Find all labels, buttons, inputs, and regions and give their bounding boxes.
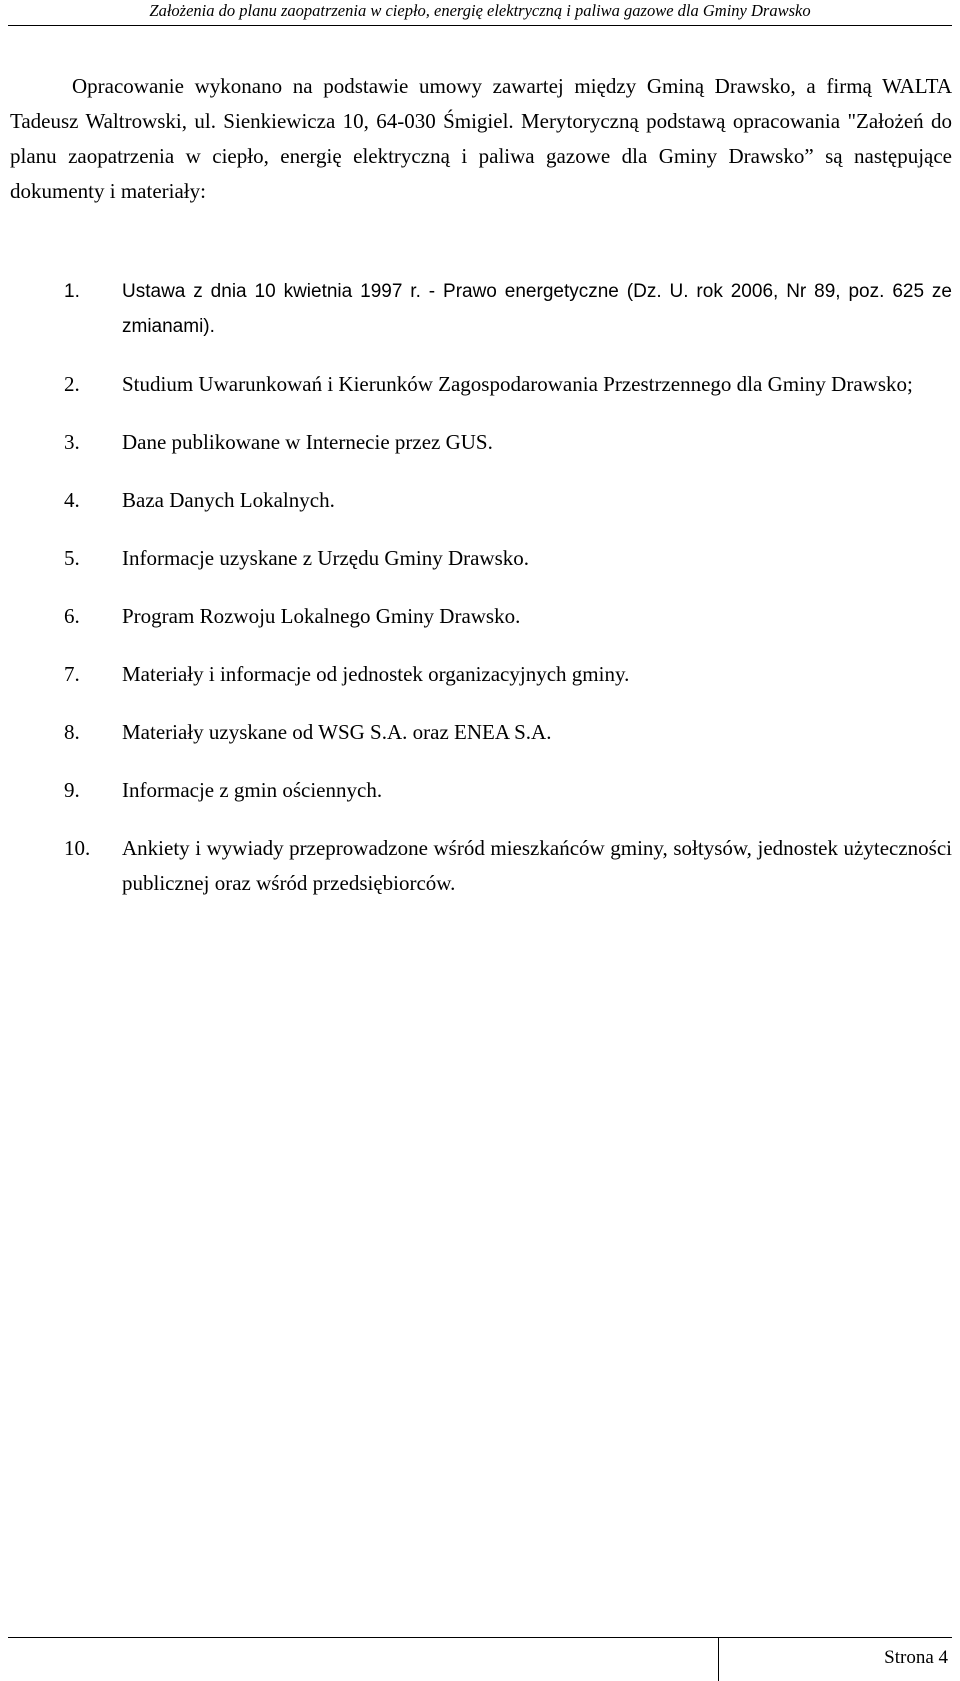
page-number: Strona 4 — [884, 1647, 948, 1668]
list-item — [0, 657, 960, 692]
list-number: 9. — [64, 778, 80, 802]
list-number: 3. — [64, 430, 80, 454]
list-item — [0, 831, 960, 901]
list-item — [0, 715, 960, 750]
list-item — [0, 483, 960, 518]
document-title: Założenia do planu zaopatrzenia w ciepło, energię elektryczną i paliwa gazowe dla Gminy Drawsko — [149, 1, 811, 20]
list-item-text: Materiały i informacje od jednostek organizacyjnych gminy. — [122, 662, 630, 686]
header-rule — [8, 25, 952, 26]
list-item — [0, 541, 960, 576]
list-item-text: Informacje uzyskane z Urzędu Gminy Drawsko. — [122, 546, 530, 570]
footer-rule — [8, 1637, 952, 1638]
list-number: 4. — [64, 488, 80, 512]
list-item-text: Materiały uzyskane od WSG S.A. oraz ENEA S.A. — [122, 720, 552, 744]
list-item-text: Dane publikowane w Internecie przez GUS. — [122, 430, 493, 454]
list-item-text: Ustawa z dnia 10 kwietnia 1997 r. - Prawo energetyczne (Dz. U. rok 2006, Nr 89, poz. 625 ze zmianami). — [122, 281, 952, 337]
list-item-text: Studium Uwarunkowań i Kierunków Zagospodarowania Przestrzennego dla Gminy Drawsko; — [122, 372, 913, 396]
footer-divider — [718, 1637, 719, 1681]
list-number: 6. — [64, 604, 80, 628]
list-number: 7. — [64, 662, 80, 686]
list-number: 1. — [64, 281, 80, 302]
list-item-text: Baza Danych Lokalnych. — [122, 488, 335, 512]
list-number: 8. — [64, 720, 80, 744]
list-item — [0, 773, 960, 808]
source-documents-list — [0, 274, 960, 924]
list-item-text: Ankiety i wywiady przeprowadzone wśród mieszkańców gminy, sołtysów, jednostek użyteczności publicznej oraz wśród przedsiębiorców. — [122, 836, 952, 895]
list-item-text: Program Rozwoju Lokalnego Gminy Drawsko. — [122, 604, 521, 628]
running-header — [0, 0, 960, 28]
list-number: 2. — [64, 372, 80, 396]
list-number: 10. — [64, 836, 91, 860]
list-item — [0, 274, 960, 344]
list-item — [0, 425, 960, 460]
list-item-text: Informacje z gmin ościennych. — [122, 778, 383, 802]
list-item — [0, 367, 960, 402]
intro-paragraph: Opracowanie wykonano na podstawie umowy zawartej między Gminą Drawsko, a firmą WALTA Tadeusz Waltrowski, ul. Sienkiewicza 10, 64-030 Śmigiel. Merytoryczną podstawą opracowania "Założeń do planu zaopatrzenia w ciepło, energię elektryczną i paliwa gazowe dla Gminy Drawsko” są następujące dokumenty i materiały: — [10, 74, 952, 203]
list-item — [0, 599, 960, 634]
list-number: 5. — [64, 546, 80, 570]
